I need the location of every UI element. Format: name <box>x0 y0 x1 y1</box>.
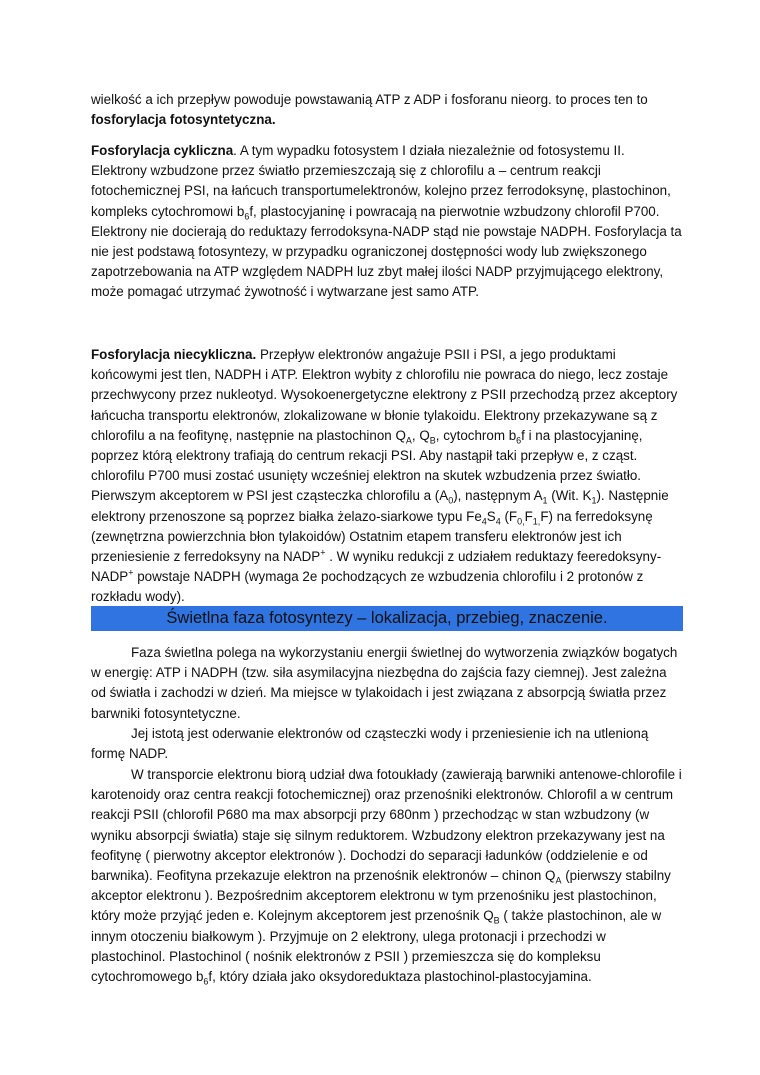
cyclic-text-cont: f, plastocyjaninę i powracają na pierwotnie wzbudzony chlorofil P700. Elektrony nie docierają do reduktazy ferrodoksyna-NADP stąd nie powstaje NADPH. Fosforylacja ta nie jest podstawą fotosyntezy, w przypadku ograniczonej dostępności wody lub zwiększonego zapotrzebowania na ATP względem NADPH luz zbyt małej ilości NADP przyjmującego elektrony, może pomagać utrzymać żywotność i wytwarzane jest samo ATP. <box>91 203 682 300</box>
intro-bold-term: fosforylacja fotosyntetyczna. <box>91 112 276 128</box>
text: . W wyniku redukcji z udziałem reduktazy feeredoksyny-NADP <box>91 549 662 585</box>
cyclic-text: . A tym wypadku fotosystem I działa niezależnie od fotosystemu II. Elektrony wzbudzone przez światło przemieszczają się z chlorofilu a – centrum reakcji fotochemicznej PSI, na łańcuch transportumelektronów, kolejno przez ferrodoksynę, plastochinon, kompleks cytochromowi b <box>91 143 671 219</box>
essence-text: Jej istotą jest oderwanie elektronów od cząsteczki wody i przeniesienie ich na utlenioną formę NADP. <box>91 726 649 762</box>
subscript: 1, <box>532 516 541 527</box>
text: ). Następnie elektrony przenoszone są poprzez białka żelazo-siarkowe typu Fe <box>91 488 669 524</box>
text: f i na plastocyjaninę, poprzez którą elektrony trafiają do centrum rekacji PSI. Aby nastąpił taki przepływ e, z cząst. chlorofilu P700 musi zostać usunięty wcześniej elektron na skutek wzbudzenia przez światło. Pierwszym akceptorem w PSI jest cząsteczka chlorofilu a (A <box>91 427 643 504</box>
paragraph-essence <box>91 724 683 764</box>
subscript: B <box>429 435 436 446</box>
subscript: B <box>493 916 500 927</box>
subscript: 6 <box>244 211 250 222</box>
cyclic-title: Fosforylacja cykliczna <box>91 143 234 158</box>
superscript: + <box>128 567 134 578</box>
text: , Q <box>411 427 430 443</box>
light-phase-text: Faza świetlna polega na wykorzystaniu energii świetlnej do wytworzenia związków bogatych w energię: ATP i NADPH (tzw. siła asymilacyjna niezbędna do zajścia fazy ciemnej). Jest zależna od światła i zachodzi w dzień. Ma miejsce w tylakoidach i jest związana z absorpcją światła przez barwniki fotosyntetyczne. <box>91 645 678 721</box>
subscript: 1 <box>542 496 548 507</box>
text: ), następnym A <box>453 488 543 504</box>
text: f, który działa jako oksydoreduktaza plastochinol-plastocyjamina. <box>208 969 592 985</box>
text: powstaje NADPH (wymaga 2e pochodzących ze wzbudzenia chlorofilu i 2 protonów z rozkładu wody). <box>91 569 644 605</box>
paragraph-intro <box>91 90 683 130</box>
text: S <box>486 508 496 524</box>
subscript: A <box>405 435 412 446</box>
subscript: 4 <box>481 516 487 527</box>
text: F <box>524 508 533 524</box>
text: (F <box>500 508 518 524</box>
subscript: 6 <box>203 976 209 987</box>
subscript: 6 <box>516 435 522 446</box>
section-heading: Świetlna faza fotosyntezy – lokalizacja, przebieg, znaczenie. <box>91 606 683 631</box>
paragraph-light-phase <box>91 643 683 724</box>
text: (pierwszy stabilny akceptor elektronu ). Bezpośrednim akceptorem elektronu w tym przenośniku jest plastochinon, który może przyjąć jeden e. Kolejnym akceptorem jest przenośnik Q <box>91 868 671 924</box>
paragraph-noncyclic <box>91 345 683 608</box>
subscript: 1 <box>591 496 597 507</box>
text: , cytochrom b <box>435 427 517 443</box>
transport-text: W transporcie elektronu biorą udział dwa fotoukłady (zawierają barwniki antenowe-chlorofile i karotenoidy oraz centra reakcji fotochemicznej) oraz przenośniki elektronów. Chlorofil a w centrum reakcji PSII (chlorofil P680 ma max absorpcji przy 680nm ) przechodząc w stan wzbudzony (w wyniku absorpcji światła) staje się silnym reduktorem. Wzbudzony elektron przekazywany jest na feofitynę ( pierwotny akceptor elektronów ). Dochodzi do separacji ładunków (oddzielenie e od barwnika). Feofityna przekazuje elektron na przenośnik elektronów – chinon Q <box>91 767 682 884</box>
text: ( także plastochinon, ale w innym otoczeniu białkowym ). Przyjmuje on 2 elektrony, ulega protonacji i przechodzi w plastochinol. Plastochinol ( nośnik elektronów z PSII ) przemieszcza się do kompleksu cytochromowego b <box>91 908 662 985</box>
noncyclic-text: Przepływ elektronów angażuje PSII i PSI, a jego produktami końcowymi jest tlen, NADPH i ATP. Elektron wybity z chlorofilu nie powraca do niego, lecz zostaje przechwycony przez nukleotyd. Wysokoenergetyczne elektrony z PSII przechodzą przez akceptory łańcucha transportu elektronów, zlokalizowane w błonie tylakoidu. Elektrony przekazywane są z chlorofilu a na feofitynę, następnie na plastochinon Q <box>91 347 678 443</box>
subscript: 0, <box>517 516 525 527</box>
subscript: 0 <box>448 496 454 507</box>
subscript: 4 <box>495 516 501 527</box>
intro-text: wielkość a ich przepływ powoduje powstawanią ATP z ADP i fosforanu nieorg. to proces ten to <box>91 92 648 107</box>
text: F) na ferredoksynę (zewnętrzna powierzchnia błon tylakoidów) Ostatnim etapem transferu elektronów jest ich przeniesienie z ferredoksyny na NADP <box>91 508 653 565</box>
paragraph-cyclic <box>91 141 683 303</box>
superscript: + <box>320 547 326 558</box>
text: (Wit. K <box>547 488 592 504</box>
noncyclic-title: Fosforylacja niecykliczna. <box>91 347 257 362</box>
paragraph-transport <box>91 765 683 987</box>
subscript: A <box>555 875 562 886</box>
